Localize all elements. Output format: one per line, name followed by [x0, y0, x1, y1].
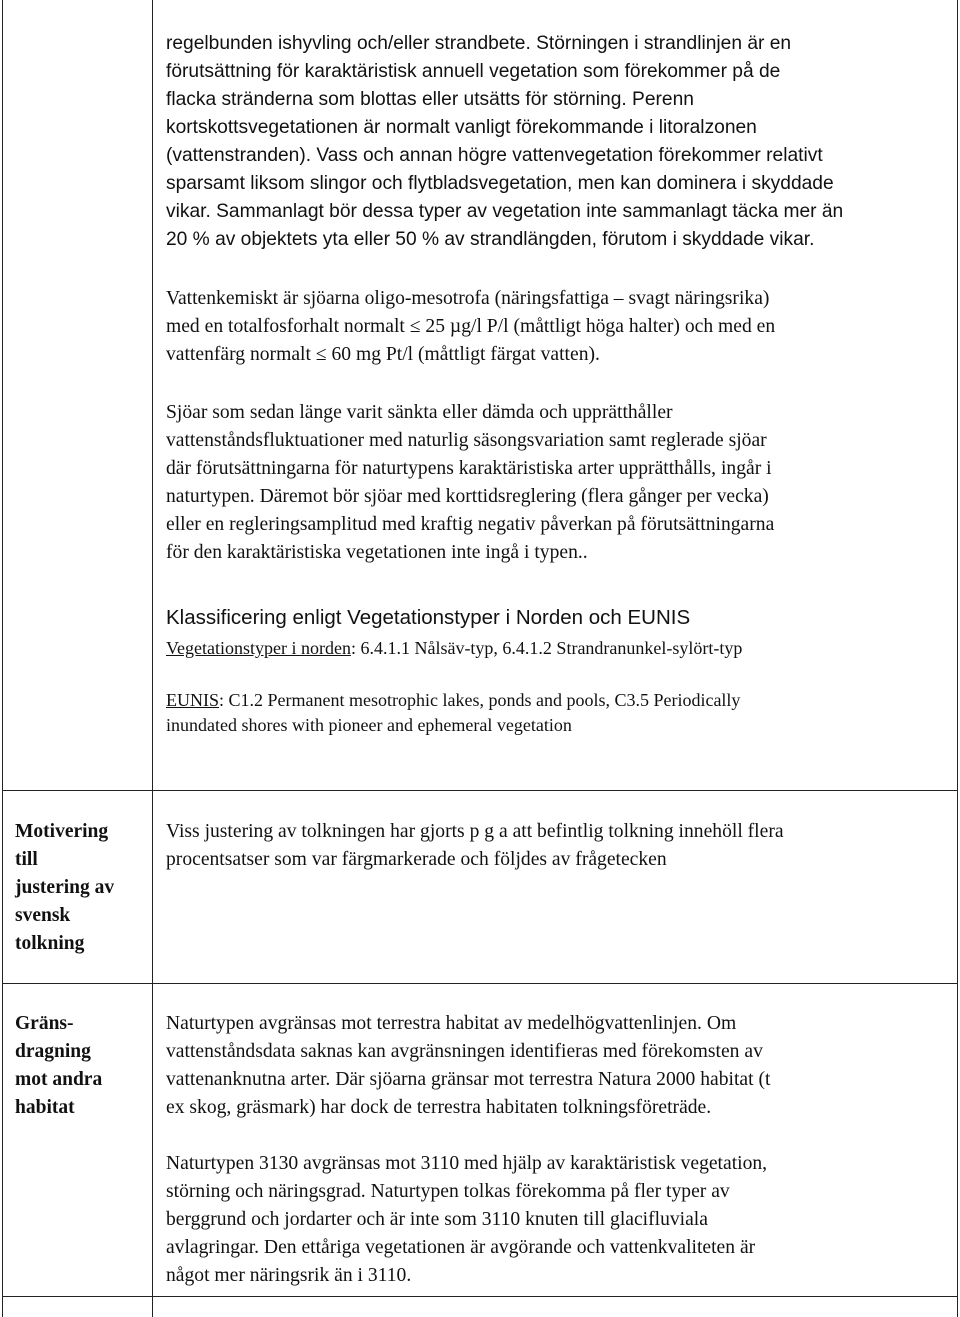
row-divider-3 — [2, 1296, 958, 1297]
intro-paragraph — [166, 30, 936, 254]
label-line: Motivering — [15, 821, 109, 842]
text-line: Naturtypen 3130 avgränsas mot 3110 med hjälp av karaktäristisk vegetation, — [166, 1153, 768, 1174]
label-line: tolkning — [15, 933, 85, 954]
text-line: Sjöar som sedan länge varit sänkta eller dämda och upprätthåller — [166, 402, 673, 423]
column-divider-top — [152, 0, 153, 790]
text-line: eller en regleringsamplitud med kraftig negativ påverkan på förutsättningarna — [166, 514, 775, 535]
gransdragning-paragraph-1 — [166, 1010, 936, 1122]
text-line: Viss justering av tolkningen har gjorts p g a att befintlig tolkning innehöll flera — [166, 821, 784, 842]
label-line: justering av — [15, 877, 115, 898]
text-line: procentsatser som var färgmarkerade och följdes av frågetecken — [166, 849, 667, 870]
text-line: där förutsättningarna för naturtypens karaktäristiska arter upprätthålls, ingår i — [166, 458, 772, 479]
motivering-label — [15, 818, 150, 958]
text-line: regelbunden ishyvling och/eller strandbete. Störningen i strandlinjen är en — [166, 33, 792, 54]
text-line: inundated shores with pioneer and ephemeral vegetation — [166, 715, 572, 735]
label-line: svensk — [15, 905, 71, 926]
vegetation-types-line — [166, 636, 936, 661]
column-divider-mid1 — [152, 790, 153, 983]
eunis-label: EUNIS — [166, 690, 219, 710]
text-line: ex skog, gräsmark) har dock de terrestra habitaten tolkningsföreträde. — [166, 1097, 712, 1118]
text-line: förutsättning för karaktäristisk annuell vegetation som förekommer på de — [166, 61, 781, 82]
classification-heading: Klassificering enligt Vegetationstyper i Norden och EUNIS — [166, 606, 691, 629]
vegtyp-label: Vegetationstyper i norden — [166, 638, 351, 658]
motivering-text — [166, 818, 951, 874]
label-line: till — [15, 849, 38, 870]
column-divider-bottom — [152, 1296, 153, 1317]
table-border-right — [957, 0, 958, 1317]
water-chemistry-paragraph — [166, 285, 936, 369]
text-line: naturtypen. Däremot bör sjöar med korttidsreglering (flera gånger per vecka) — [166, 486, 769, 507]
regulated-lakes-paragraph — [166, 399, 936, 567]
row-divider-2 — [2, 983, 958, 984]
text-line: sparsamt liksom slingor och flytbladsvegetation, men kan dominera i skyddade — [166, 173, 834, 194]
vegtyp-text: : 6.4.1.1 Nålsäv-typ, 6.4.1.2 Strandranunkel-sylört-typ — [350, 638, 743, 658]
text-line: avlagringar. Den ettåriga vegetationen är avgörande och vattenkvaliteten är — [166, 1237, 756, 1258]
text-line: flacka stränderna som blottas eller utsätts för störning. Perenn — [166, 89, 694, 110]
text-line: vattenståndsdata saknas kan avgränsningen identifieras med förekomsten av — [166, 1041, 763, 1062]
text-line: 20 % av objektets yta eller 50 % av strandlängden, förutom i skyddade vikar. — [166, 229, 815, 250]
text-line: (vattenstranden). Vass och annan högre vattenvegetation förekommer relativt — [166, 145, 823, 166]
label-line: dragning — [15, 1041, 91, 1062]
eunis-text: : C1.2 Permanent mesotrophic lakes, ponds and pools, C3.5 Periodically — [219, 690, 741, 710]
text-line: med en totalfosforhalt normalt ≤ 25 µg/l P/l (måttligt höga halter) och med en — [166, 316, 776, 337]
label-line: habitat — [15, 1097, 75, 1118]
text-line: vikar. Sammanlagt bör dessa typer av vegetation inte sammanlagt täcka mer än — [166, 201, 844, 222]
text-line: vattenståndsfluktuationer med naturlig säsongsvariation samt reglerade sjöar — [166, 430, 767, 451]
text-line: kortskottsvegetationen är normalt vanligt förekommande i litoralzonen — [166, 117, 757, 138]
text-line: vattenanknutna arter. Där sjöarna gränsar mot terrestra Natura 2000 habitat (t — [166, 1069, 771, 1090]
text-line: berggrund och jordarter och är inte som 3110 knuten till glacifluviala — [166, 1209, 708, 1230]
gransdragning-label — [15, 1010, 150, 1122]
text-line: störning och näringsgrad. Naturtypen tolkas förekomma på fler typer av — [166, 1181, 730, 1202]
text-line: för den karaktäristiska vegetationen inte ingå i typen.. — [166, 542, 588, 563]
gransdragning-paragraph-2 — [166, 1150, 936, 1290]
text-line: något mer näringsrik än i 3110. — [166, 1265, 412, 1286]
label-line: Gräns- — [15, 1013, 74, 1034]
column-divider-mid2 — [152, 983, 153, 1296]
eunis-block — [166, 688, 936, 738]
label-line: mot andra — [15, 1069, 103, 1090]
table-border-left — [2, 0, 3, 1317]
row-divider-1 — [2, 790, 958, 791]
text-line: vattenfärg normalt ≤ 60 mg Pt/l (måttligt färgat vatten). — [166, 344, 600, 365]
text-line: Naturtypen avgränsas mot terrestra habitat av medelhögvattenlinjen. Om — [166, 1013, 737, 1034]
text-line: Vattenkemiskt är sjöarna oligo-mesotrofa (näringsfattiga – svagt näringsrika) — [166, 288, 770, 309]
